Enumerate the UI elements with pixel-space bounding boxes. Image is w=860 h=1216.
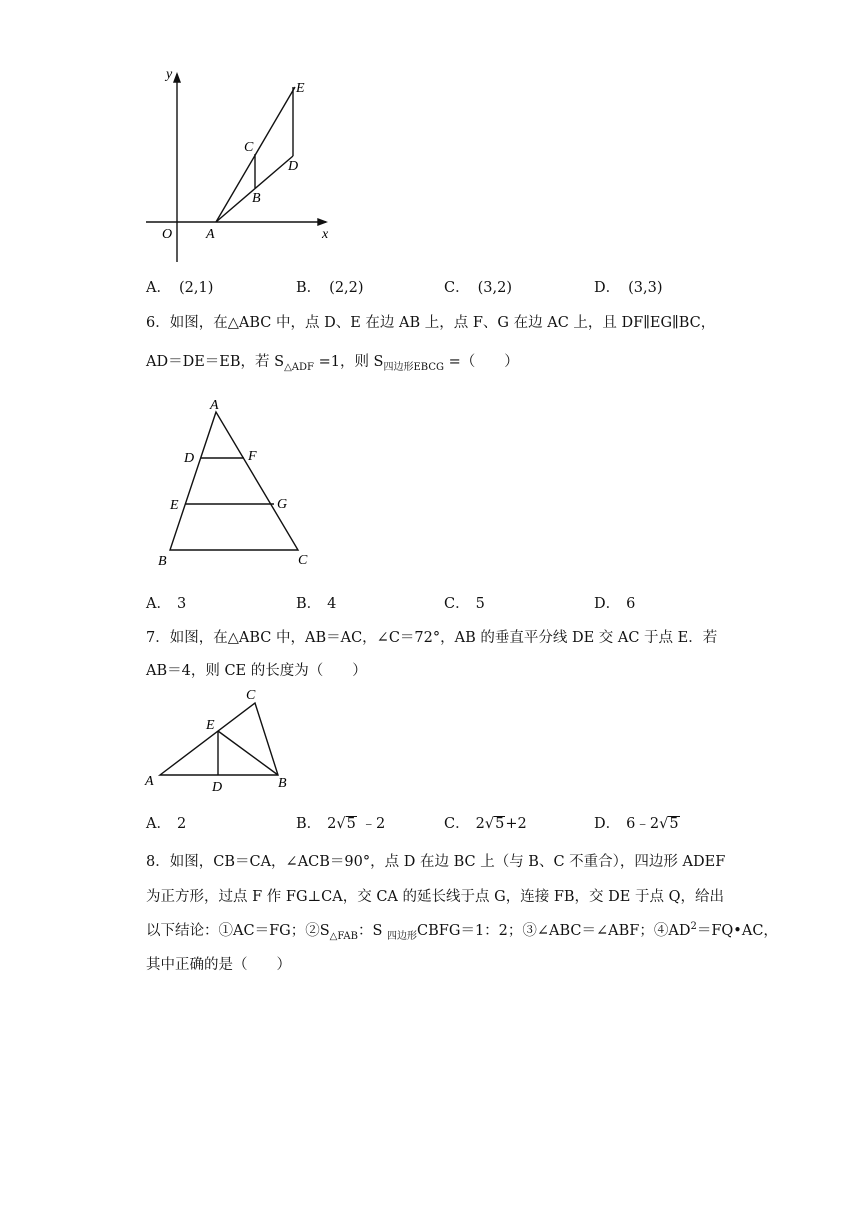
q6-text-line1: 6．如图，在△ABC 中，点 D、E 在边 AB 上，点 F、G 在边 AC 上，且 DF∥EG∥BC， <box>146 315 716 331</box>
q7-option-c[interactable] <box>444 812 527 833</box>
x-axis-arrow <box>318 219 326 225</box>
option-letter: C． <box>444 280 470 296</box>
label-E: E <box>170 498 179 513</box>
option-value: (3,2) <box>477 280 512 296</box>
q6-option-d[interactable] <box>594 592 635 613</box>
q6-option-c[interactable] <box>444 592 485 613</box>
q7-option-a[interactable] <box>146 812 186 833</box>
q8-sub-fab: △FAB <box>329 931 358 942</box>
label-A: A <box>210 398 219 413</box>
q8-text-line4: 其中正确的是（ ） <box>146 957 291 973</box>
q5-option-d[interactable] <box>594 276 663 297</box>
label-D: D <box>288 159 299 174</box>
q8-sup-2: 2 <box>690 921 697 932</box>
option-letter: B． <box>296 280 322 296</box>
label-F: F <box>248 449 257 464</box>
option-letter: C． <box>444 596 470 612</box>
label-C: C <box>246 688 256 703</box>
label-B: B <box>158 554 167 569</box>
label-E: E <box>206 718 215 733</box>
q6-line2-mid: =1，则 S <box>313 354 384 370</box>
q6-sub-ebcg: 四边形EBCG <box>383 362 444 373</box>
label-E: E <box>296 81 305 96</box>
q6-figure <box>150 390 320 575</box>
label-A: A <box>206 227 215 242</box>
q7-figure <box>140 685 300 800</box>
label-C: C <box>298 553 308 568</box>
option-value: (2,2) <box>329 280 364 296</box>
q5-option-c[interactable] <box>444 276 512 297</box>
label-y: y <box>166 67 173 82</box>
option-coef: 6﹣2 <box>626 816 660 832</box>
option-letter: B． <box>296 816 322 832</box>
option-letter: A． <box>146 596 171 612</box>
option-coef: 2 <box>475 816 485 832</box>
q6-line2-pre: AD＝DE＝EB，若 S <box>146 354 285 370</box>
option-value: 6 <box>626 596 636 612</box>
q8-text-line2: 为正方形，过点 F 作 FG⊥CA，交 CA 的延长线于点 G，连接 FB，交 DE 于点 Q，给出 <box>146 889 724 905</box>
q6-text-line2 <box>146 350 519 373</box>
q6-option-a[interactable] <box>146 592 186 613</box>
sqrt-radicand: 5 <box>669 816 679 832</box>
option-letter: C． <box>444 816 470 832</box>
option-coef: 2 <box>327 816 337 832</box>
label-B: B <box>278 776 287 791</box>
q7-option-b[interactable] <box>296 812 385 833</box>
q7-option-d[interactable] <box>594 812 680 833</box>
q7-text-line2: AB＝4，则 CE 的长度为（ ） <box>146 663 367 679</box>
q8-text-line3 <box>146 919 778 942</box>
option-value: (2,1) <box>178 280 214 296</box>
q6-sub-adf: △ADF <box>284 362 314 373</box>
y-axis-arrow <box>174 74 180 82</box>
label-C: C <box>244 140 254 155</box>
label-D: D <box>212 780 223 795</box>
label-x: x <box>322 227 329 242</box>
sqrt-symbol: √ <box>336 816 346 832</box>
sqrt-symbol: √ <box>659 816 669 832</box>
q5-option-a[interactable] <box>146 276 213 297</box>
option-value: (3,3) <box>628 280 663 296</box>
q5-option-b[interactable] <box>296 276 364 297</box>
option-letter: D． <box>594 816 621 832</box>
label-A: A <box>145 774 154 789</box>
q5-figure <box>140 60 340 270</box>
option-letter: D． <box>594 596 621 612</box>
option-value: 2 <box>176 816 187 832</box>
option-value: 4 <box>327 596 337 612</box>
q8-sub-quad: 四边形 <box>387 931 418 942</box>
option-letter: A． <box>146 280 171 296</box>
q8-line3-d: ＝FQ•AC， <box>696 923 778 939</box>
sqrt-symbol: √ <box>484 816 495 832</box>
q8-line3-b: ：S <box>358 923 388 939</box>
segment-EB <box>218 731 278 775</box>
label-G: G <box>277 497 288 512</box>
sqrt-radicand: 5 <box>495 816 505 832</box>
sqrt-radicand: 5 <box>346 816 356 832</box>
option-value: 3 <box>176 596 187 612</box>
label-O: O <box>162 227 173 242</box>
triangle-ABC <box>170 412 298 550</box>
q8-line3-c: CBFG＝1：2；③∠ABC＝∠ABF；④AD <box>417 923 691 939</box>
q6-line2-post: =（ ） <box>443 354 519 370</box>
option-tail: +2 <box>505 816 527 832</box>
option-letter: B． <box>296 596 322 612</box>
q7-text-line1: 7．如图，在△ABC 中，AB＝AC，∠C＝72°，AB 的垂直平分线 DE 交 AC 于点 E．若 <box>146 630 718 646</box>
label-D: D <box>184 451 195 466</box>
option-value: 5 <box>475 596 485 612</box>
label-B: B <box>252 191 261 206</box>
option-letter: A． <box>146 816 171 832</box>
q8-line3-a: 以下结论：①AC＝FG；②S <box>146 923 330 939</box>
triangle-ABC <box>160 703 278 775</box>
q8-text-line1: 8．如图，CB＝CA，∠ACB＝90°，点 D 在边 BC 上（与 B、C 不重合），四边形 ADEF <box>146 854 726 870</box>
option-letter: D． <box>594 280 621 296</box>
option-tail: ﹣2 <box>356 816 386 832</box>
q6-option-b[interactable] <box>296 592 336 613</box>
